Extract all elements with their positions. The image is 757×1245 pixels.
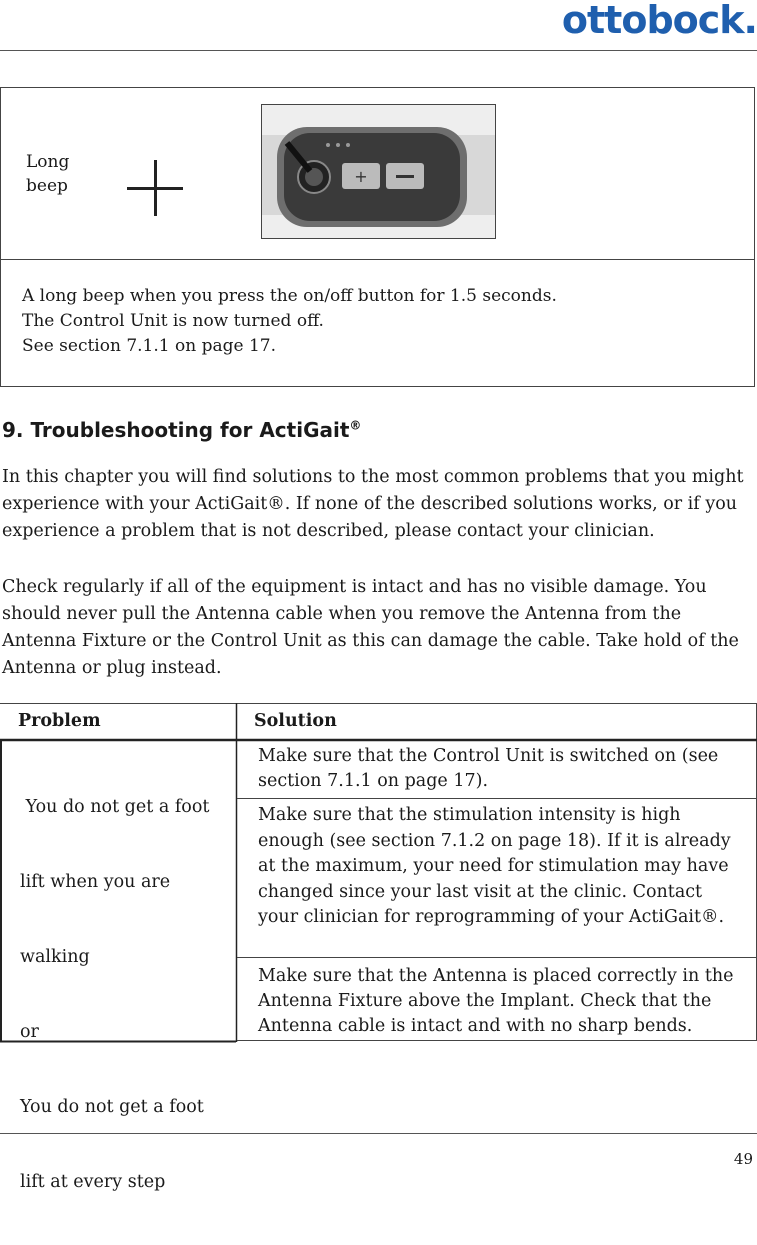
svg-text:+: +	[354, 167, 368, 186]
beep-label	[26, 150, 69, 198]
beep-desc-line: A long beep when you press the on/off button for 1.5 seconds.	[22, 286, 557, 306]
plus-symbol	[127, 160, 183, 216]
beep-label-line2: beep	[26, 176, 68, 196]
col-header-solution: Solution	[254, 711, 337, 731]
beep-label-line1: Long	[26, 152, 70, 172]
ottobock-logo: ottobock.	[561, 0, 757, 42]
col-header-problem: Problem	[18, 711, 101, 731]
solution-cell-3: Make sure that the Antenna is placed correctly in the Antenna Fixture above the Implant. Check that the Antenna cable is intact and with no sharp bends.	[258, 966, 734, 1036]
solution-cell-2: Make sure that the stimulation intensity is high enough (see section 7.1.2 on page 18). If it is already at the maximum, your need for stimulation may have changed since your last visit at the clinic. Contact your clinician for reprogramming of your ActiGait®.	[258, 805, 731, 927]
check-paragraph: Check regularly if all of the equipment is intact and has no visible damage. You should never pull the Antenna cable when you remove the Antenna from the Antenna Fixture or the Control Unit as this can damage the cable. Take hold of the Antenna or plug instead.	[2, 577, 739, 678]
beep-signal-row	[1, 88, 754, 260]
control-unit-image	[261, 104, 496, 239]
problem-line: lift at every step	[20, 1172, 166, 1192]
beep-signal-box	[0, 87, 755, 387]
section-heading-text: 9. Troubleshooting for ActiGait	[2, 418, 350, 442]
section-heading	[2, 418, 361, 442]
header-rule	[0, 50, 757, 51]
beep-desc-line: The Control Unit is now turned off.	[22, 311, 324, 331]
solution-cell-1: Make sure that the Control Unit is switched on (see section 7.1.1 on page 17).	[258, 746, 719, 791]
problem-line: You do not get a foot	[20, 1097, 204, 1117]
intro-paragraph: In this chapter you will find solutions to the most common problems that you might experience with your ActiGait®. If none of the described solutions works, or if you experience a problem that is not described, please contact your clinician.	[2, 467, 744, 541]
beep-desc-line: See section 7.1.1 on page 17.	[22, 336, 276, 356]
problem-line: or	[20, 1022, 39, 1042]
problem-cell	[20, 745, 230, 1245]
footer-rule	[0, 1133, 757, 1134]
problem-line: walking	[20, 947, 90, 967]
problem-line: You do not get a foot	[20, 797, 210, 817]
registered-mark: ®	[349, 418, 362, 433]
problem-line: lift when you are	[20, 872, 171, 892]
page-number: 49	[733, 1150, 753, 1168]
beep-description	[22, 284, 557, 359]
